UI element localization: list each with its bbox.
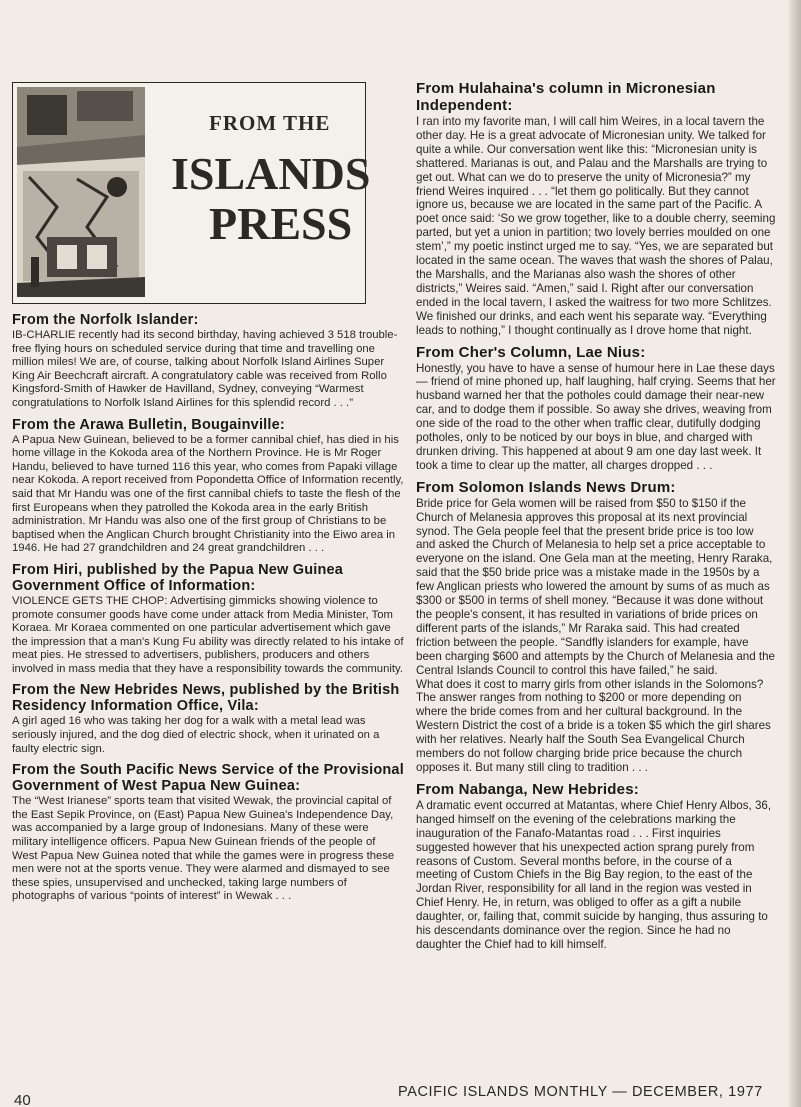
article-body: A dramatic event occurred at Matantas, where Chief Henry Albos, 36, hanged himself on the evening of the celebrations marking the inauguration of the Fanafo-Matantas road . . . First inquiries suggested however that his unexpected action sprang purely from reasons of Custom. Several months before, in the course of a meeting of Custom Chiefs in the Big Bay region, to the east of the Jordan River, responsibility for all land in the region was vested in Chief Henry. He, in return, was obliged to offer as a gift a nubile daughter, or, failing that, commit suicide by hanging, thus assuring to his descendants dominance over the region. Since he had no daughter the Chief had to kill himself. — [416, 798, 772, 951]
article-norfolk-islander — [12, 312, 404, 411]
article-body: Bride price for Gela women will be raised from $50 to $150 if the Church of Melanesia approves this proposal at its next provincial synod. The Gela people feel that the present bride price is too low and asked the Church of Melanesia to help set a price acceptable to everyone on the island. One Gela man at the meeting, Henry Raraka, said that the $50 bride price was a mistake made in the 1950s by a few Anglican priests who lowered the amount by sums of as much as $300 or $500 in terms of shell money. “Because it was done without the people's consent, it has resulted in variations of bride prices on different parts of the islands,” Mr Raraka said. This had created friction between the people. “Sandfly islanders for example, have been charging $600 and attempts by the Church of Melanesia and the Central Islands Council to control this have failed,” he said. — [416, 496, 776, 677]
article-body: The “West Irianese” sports team that visited Wewak, the provincial capital of the East Sepik Province, on (East) Papua New Guinea's Independence Day, was accompanied by a large group of Indonesians. Many of these were military intelligence officers. Papua New Guinean friends of the people of West Papua New Guinea noted that while the games were in progress these men were not at the sports venue. They were alarmed and dismayed to see these spies, unsupervised and unchecked, taking large numbers of photographs of various “points of interest” in Wewak . . . — [12, 795, 395, 903]
article-body: I ran into my favorite man, I will call him Weires, in a local tavern the other day. He is a great advocate of Micronesian unity. We talked for quite a while. Our conversation went like this: “Micronesian unity is shattered. Marianas is out, and Palau and the Marshalls are trying to get out. What can we do to preserve the unity of Micronesia?” my friend Weires inquired . . . “let them go politically. But they cannot ignore us, because we are located in the same part of the Pacific. A poet once said: ‘So we grow together, like to a double cherry, seeming parted, but yet a union in partition; two lovely berries moulded on one stem’,” my poetic instinct urged me to say. “Yes, we are separated but located in the same ocean. The waves that wash the shores of Palau, the Marshalls, and the Marianas also wash the shores of other districts,” Weires said. “Amen,” said I. Right after our conversation ended in the local tavern, I asked the waitress for two more Schlitzes. We finished our drinks, and each went his separate way. “Everything leads to nothing,” I thought continually as I drove home that night. — [416, 115, 776, 337]
article-body-continued: What does it cost to marry girls from other islands in the Solomons? The answer ranges from nothing to $200 or more depending on where the bride comes from and her cultural background. In the Western District the cost of a bride is a token $5 which the girl shares with her relatives. Nearly half the South Sea Evangelical Church members do not follow charging bride price because the church opposes it. But many still cling to tradition . . . — [416, 677, 771, 774]
article-solomon-news-drum — [416, 479, 776, 775]
article-body: A girl aged 16 who was taking her dog for a walk with a metal lead was seriously injured, and the dog died of electric shock, when it urinated on a faulty electric sign. — [12, 715, 380, 755]
article-heading: From the South Pacific News Service of the Provisional Government of West Papua New Guinea: — [12, 762, 404, 795]
masthead-box — [12, 82, 371, 304]
masthead-photo — [17, 87, 145, 297]
article-heading: From Cher's Column, Lae Nius: — [416, 343, 646, 361]
page-edge — [789, 0, 801, 1107]
article-heading: From Nabanga, New Hebrides: — [416, 780, 639, 798]
article-south-pacific-news-service — [12, 762, 404, 904]
masthead-islands: ISLANDS — [171, 148, 371, 199]
article-hiri — [12, 562, 404, 677]
article-new-hebrides-news — [12, 682, 404, 756]
footer-publication: PACIFIC ISLANDS MONTHLY — DECEMBER, 1977 — [398, 1084, 763, 1100]
article-arawa-bulletin — [12, 417, 404, 556]
article-heading: From the Norfolk Islander: — [12, 312, 199, 328]
article-heading: From the New Hebrides News, published by the British Residency Information Office, Vila: — [12, 682, 400, 715]
article-nabanga — [416, 781, 776, 952]
article-heading: From Hulahaina's column in Micronesian Independent: — [416, 80, 716, 114]
masthead-from: FROM THE — [209, 111, 331, 135]
left-column — [12, 82, 404, 910]
article-heading: From Hiri, published by the Papua New Guinea Government Office of Information: — [12, 561, 344, 594]
masthead-illustration — [17, 87, 145, 297]
article-body: VIOLENCE GETS THE CHOP: Advertising gimmicks showing violence to promote consumer goods have come under attack from Media Minister, Tom Koraea. Mr Koraea commented on one particular advertisement which gave the impression that a man's Kung Fu ability was directly related to his intake of meat pies. He stressed to advertisers, publishers, producers and others involved in mass media that they have a responsibility towards the community. — [12, 594, 404, 675]
right-column — [416, 80, 776, 958]
article-heading: From the Arawa Bulletin, Bougainville: — [12, 416, 285, 433]
masthead-press: PRESS — [209, 198, 353, 249]
article-body: A Papua New Guinean, believed to be a former cannibal chief, has died in his home village in the Kokoda area of the Northern Province. He is Mr Roger Handu, believed to have turned 116 this year, who comes from Papaki village near Kokoda. A report received from Popondetta Office of Information recently, said that Mr Handu was one of the first cannibal chiefs to taste the flesh of the first Europeans when they patrolled the Kokoda area in the early British administration. Mr Handu was also one of the first group of Christians to be baptised when the Anglican Church brought Christianity into the Eiwo area in 1946. He had 27 grandchildren and 24 great grandchildren . . . — [12, 433, 404, 555]
page-number: 40 — [14, 1092, 31, 1107]
article-body: IB-CHARLIE recently had its second birthday, having achieved 3 518 trouble-free flying hours on scheduled service during that time and travelling one million miles! We are, of course, talking about Norfolk Island Airlines Super King Air Beechcraft aircraft. A congratulatory cable was received from Rollo Kingsford-Smith of Hawker de Havilland, Sydney, conveying “Warmest congratulations to Norfolk Island Airlines for this splendid record . . .” — [12, 329, 398, 409]
article-body: Honestly, you have to have a sense of humour here in Lae these days — friend of mine phoned up, half laughing, half crying. Seems that her husband warned her that the potholes could damage their near-new car, and to dodge them if possible. So away she drives, weaving from one side of the road to the other when traffic clear, dutifully dodging potholes, only to be noticed by our boys in blue, and charged with drunken driving. This happened at about 9 am one day last week. It took a time to clear up the matter, all charges dropped . . . — [416, 361, 776, 472]
article-heading: From Solomon Islands News Drum: — [416, 478, 676, 496]
article-lae-nius — [416, 344, 776, 473]
article-micronesian-independent — [416, 80, 776, 338]
